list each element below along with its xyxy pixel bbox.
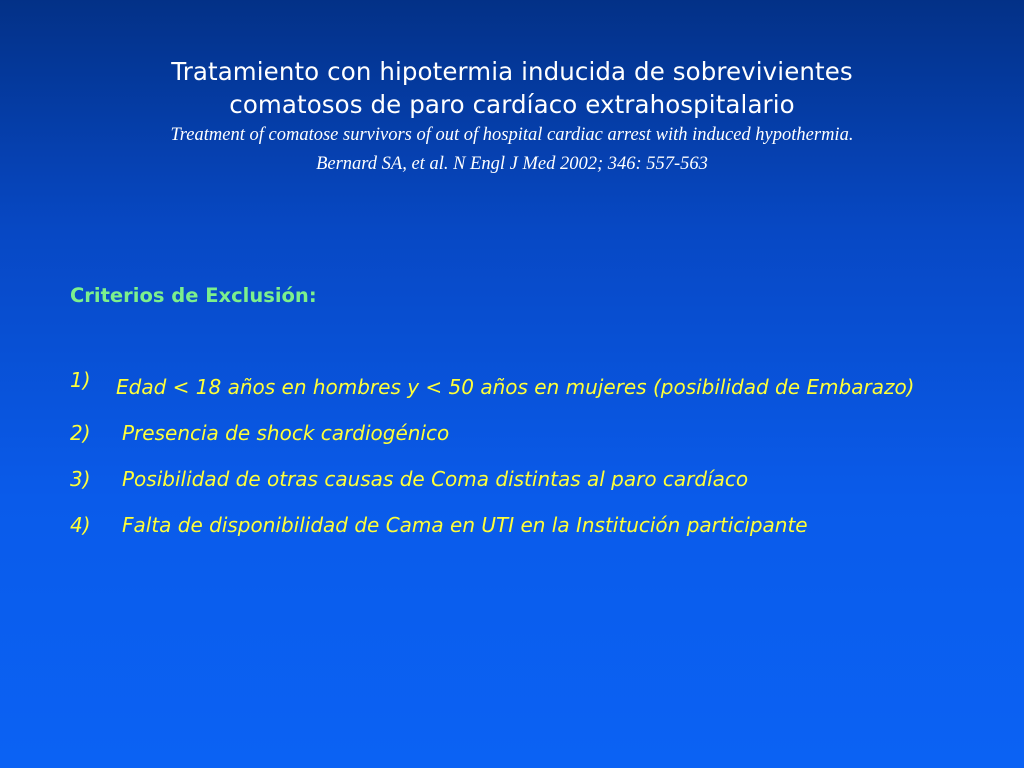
title-block	[0, 55, 1024, 179]
list-item	[70, 365, 970, 410]
list-item	[70, 456, 970, 502]
list-item-number: 1)	[70, 368, 91, 392]
list-item-number: 4)	[70, 513, 91, 537]
list-item	[70, 410, 970, 456]
english-title: Treatment of comatose survivors of out of hospital cardiac arrest with induced hypothermia.	[170, 125, 854, 145]
exclusion-criteria-list	[70, 368, 970, 541]
slide-title-line-2: comatosos de paro cardíaco extrahospitalario	[229, 90, 795, 119]
list-item-number: 2)	[70, 421, 91, 445]
list-item-number: 3)	[70, 467, 91, 491]
list-item-text: Edad < 18 años en hombres y < 50 años en mujeres (posibilidad de Embarazo)	[116, 375, 915, 399]
list-item-text: Falta de disponibilidad de Cama en UTI en la Institución participante	[122, 513, 808, 537]
list-item-text: Posibilidad de otras causas de Coma distintas al paro cardíaco	[122, 467, 749, 491]
list-item-text: Presencia de shock cardiogénico	[122, 421, 450, 445]
list-item	[70, 502, 970, 541]
section-heading: Criterios de Exclusión:	[70, 284, 317, 307]
slide-title-line-1: Tratamiento con hipotermia inducida de sobrevivientes	[171, 57, 853, 86]
citation: Bernard SA, et al. N Engl J Med 2002; 346: 557-563	[316, 154, 708, 174]
